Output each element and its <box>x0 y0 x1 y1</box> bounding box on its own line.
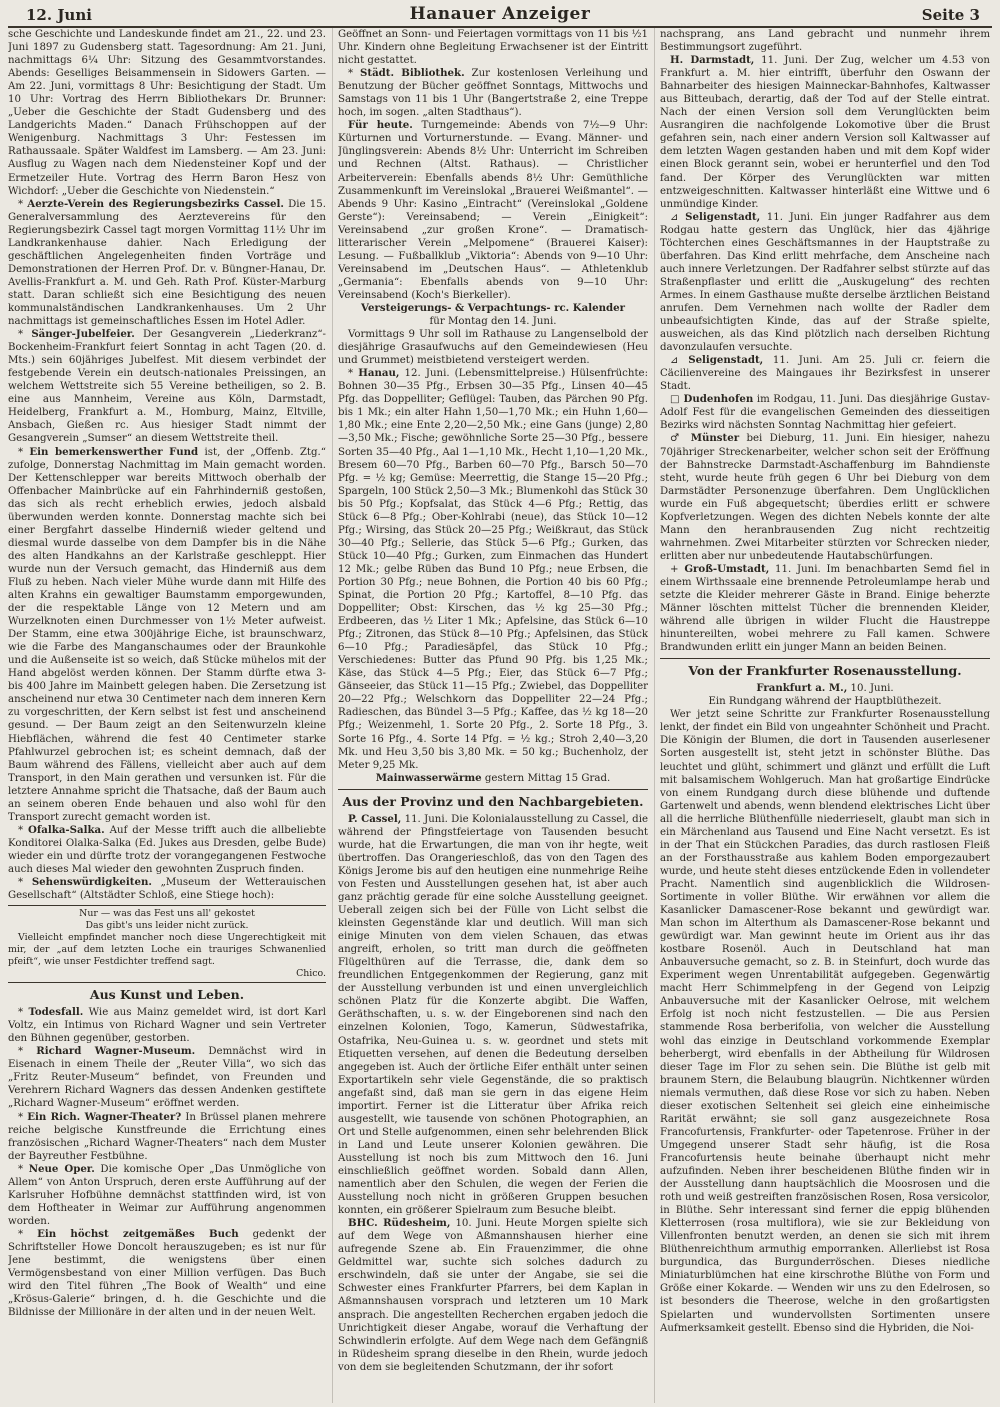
article-text: Zur kostenlosen Verleihung und Benutzung der Bücher geöffnet Sonntags, Mittwochs und Samstags von 11 bis 1 Uhr (Bangertstraße 2, eine Treppe hoch, im sogen. „alten Stadthaus“). <box>338 68 648 119</box>
article-text: In Brüssel planen mehrere reiche belgische Kunstfreunde die Errichtung eines französischen „Richard Wagner-Theaters“ nach dem Muster der Bayreuther Festbühne. <box>8 1111 326 1162</box>
article-paragraph: ⊿ Seligenstadt, 11. Juni. Am 25. Juli cr. feiern die Cäcilienvereine des Maingaues ihr Bezirksfest in unserer Stadt. <box>660 354 990 393</box>
article-paragraph: * Ein Rich. Wagner-Theater? In Brüssel planen mehrere reiche belgische Kunstfreunde die Errichtung eines französischen „Richard Wagner-Theaters“ nach dem Muster der Bayreuther Festbühne. <box>8 1110 326 1162</box>
article-paragraph: ⊿ Seligenstadt, 11. Juni. Ein junger Radfahrer aus dem Rodgau hatte gestern das Unglück, hier das 4jährige Töchterchen eines Geschäftsmannes in der Hauptstraße zu überfahren. Das Kind erlitt mehrfache, dem Anscheine nach auch innere Verletzungen. Der Radfahrer selbst stürzte auf das Straßenpflaster und erlitt die „Auskugelung“ des rechten Armes. In einem Gasthause mußte derselbe ärztlichen Beistand anrufen. Dem Vernehmen nach wollte der Radler dem unbeaufsichtigten Kinde, das auf der Straße spielte, ausweichen, als das Kind plötzlich nach derselben Richtung davonzulaufen versuchte. <box>660 210 990 354</box>
article-text: 11. Juni. Die Kolonialausstellung zu Cassel, die während der Pfingstfeiertage von Tausenden besucht wurde, hat die Erwartungen, die man von ihr hegte, weit übertroffen. Das Orangerieschloß, das von den Tagen des Königs Jerome bis auf den heutigen eine nunmehrige Reihe von Festen und Ausstellungen gesehen hat, ist aber auch ganz prächtig gerade für eine solche Ausstellung geeignet. Ueberall zeigen sich bei der Fülle von Licht selbst die kleinsten Gegenstände klar und deutlich. Will man sich einige Minuten von dem vielen Schauen, das etwas angreift, erholen, so tritt man durch die geöffneten Flügelthüren auf die Terrasse, die, dank dem so freundlichen Entgegenkommen der Regierung, ganz mit der Ausstellung verbunden ist und einen unvergleichlich schönen Platz für die Konzerte abgibt. Die Waffen, Geräthschaften, u. s. w. der Eingeborenen sind nach den einzelnen Kolonien, Togo, Kamerun, Südwestafrika, Ostafrika, Neu-Guinea u. s. w. geordnet und stets mit Etiquetten versehen, auf denen die Bedeutung derselben angegeben ist. Auch der örtliche Eifer enthält unter seinen Exportartikeln sehr viele Gegenstände, die so praktisch angefaßt sind, daß man sie gern in das eigene Heim importirt. Ferner ist die Litteratur über Afrika reich ausgestellt, wie tausende von schönen Photographien, an Ort und Stelle aufgenommen, einen sehr belehrenden Blick in Land und Leute unserer Kolonien gewähren. Die Ausstellung ist noch bis zum Mittwoch den 16. Juni einschließlich geöffnet worden. Sobald dann Allen, namentlich aber den Schulen, die wegen der Ferien die Ausstellung noch nicht in größeren Gruppen besuchen konnten, ein größerer Spielraum zum Besuche bleibt. <box>338 813 648 1217</box>
article-text: Wer jetzt seine Schritte zur Frankfurter Rosenausstellung lenkt, der findet ein Bild von ungeahnter Schönheit und Pracht. Die Königin der Blumen, die dort in Tausenden auserlesener Sorten ausgestellt ist, steht jetzt in schönster Blüthe. Das leuchtet und glüht, schimmert und glänzt und erfüllt die Luft mit balsamischem Wohlgeruch. Man hat großartige Eindrücke von einem Rundgang durch diese blühende und duftende Gartenwelt und abends, wenn blendend elektrisches Licht über all die herrliche Blüthenfülle niederrieselt, glaubt man sich in ein Märchenland aus Tausend und Eine Nacht versetzt. Es ist in der That ein Stückchen Paradies, das durch rastlosen Fleiß an der Forsthausstraße aus kahlem Boden emporgezaubert wurde, und heute steht dieses entzückende Eden in vollendeter Pracht. Namentlich sind augenblicklich die Wildrosen-Sortimente in voller Blüthe. Wir erwähnen vor allem die Kasanlicker Damascener-Rose bekannt und gewürdigt war. Man schon im Alterthum als Damascener-Rose bekannt und gewürdigt war. Man gewinnt heute im Orient aus ihr das kostbare Rosenöl. Auch in Deutschland hat man Anbauversuche gemacht, so z. B. in Steinfurt, doch wurde das Experiment wegen Unrentabilität aufgegeben. Gegenwärtig macht Herr Schimmelpfeng in der Gegend von Leipzig Anbauversuche mit der Kasanlicker Oelrose, mit welchem Erfolg ist noch nicht festzustellen. — Die aus Persien stammende Rosa berberifolia, von welcher die Ausstellung wohl das einzige in Deutschland vorkommende Exemplar beherbergt, wird ebenfalls in der Abtheilung für Wildrosen dieser Tage im Flor zu sehen sein. Die Blüthe ist gelb mit braunem Stern, die Belaubung blaugrün. Nichtkenner würden niemals vermuthen, daß diese Rose vor sich zu haben. Neben dieser exotischen Seltenheit sei gleich eine einheimische Rarität erwähnt; sie soll ganz ausgezeichnete Rosa Francofurtensis, Frankfurter- oder Tapetenrose. Früher in der Umgegend unserer Stadt sehr häufig, ist die Rosa Francofurtensis heute beinahe überhaupt nicht mehr aufzufinden. Neben ihrer bescheidenen Blüthe finden wir in der Ausstellung dann hauptsächlich die Moosrosen und die roth und weiß gestreiften französischen Rosen, Rosa versicolor, in Blüthe. Sehr interessant sind ferner die eppig blühenden Kletterrosen (rosa multiflora), wie sie zur Bekleidung von Villenfronten benutzt werden, an denen sie sich mit ihrem Blüthenreichthum armuthig emporranken. Allerliebst ist Rosa burgundica, das Burgunderröschen. Dieses niedliche Miniaturblümchen hat eine kirschrothe Blüthe von Form und Größe einer Kokarde. — Wenden wir uns zu den Edelrosen, so ist besonders die Theerose, welche in den großartigsten Spielarten und wundervollsten Sortimenten unsere Aufmerksamkeit gestellt. Ebenso sind die Hybriden, die Noi- <box>660 709 990 1334</box>
article-paragraph: * Todesfall. Wie aus Mainz gemeldet wird, ist dort Karl Voltz, ein Intimus von Richard Wagner und sein Vertreter den Bühnen gegenüber, gestorben. <box>8 1006 326 1045</box>
article-paragraph: * Neue Oper. Die komische Oper „Das Unmögliche von Allem“ von Anton Urspruch, deren erste Aufführung auf der Karlsruher Hofbühne demnächst stattfinden wird, ist von dem Hoftheater in Weimar zur Aufführung angenommen worden. <box>8 1162 326 1227</box>
article-heading: Hanau, <box>358 367 400 380</box>
article-text: gestern Mittag 15 Grad. <box>484 772 611 784</box>
masthead <box>8 4 992 28</box>
column-divider <box>332 28 333 1403</box>
article-paragraph: * Sehenswürdigkeiten. „Museum der Wetterauischen Gesellschaft“ (Altstädter Schloß, eine Stiege hoch): <box>8 876 326 902</box>
article-heading: Städt. Bibliothek. <box>360 67 465 80</box>
quote-line: Das gibt's uns leider nicht zurück. <box>85 920 249 932</box>
article-paragraph: + Groß-Umstadt, 11. Juni. Im benachbarten Semd fiel in einem Wirthssaale eine brennende Petroleumlampe herab und setzte die Kleider mehrerer Gäste in Brand. Einige beherzte Männer löschten mittelst Tücher die brennenden Kleider, während alle übrigen in wilder Flucht die Haustreppe hinuntereilten, wobei mehrere zu Fall kamen. Schwere Brandwunden erlitt ein junger Mann an beiden Beinen. <box>660 562 990 654</box>
article-text: Turngemeinde: Abends von 7½—9 Uhr: Kürturnen und Vorturnerstunde. — Evang. Männer- und Jünglingsverein: Abends 8½ Uhr: Unterricht im Schreiben und Rechnen (Altst. Rathaus). — Christlicher Arbeiterverein: Ebenfalls abends 8½ Uhr: Gemüthliche Zusammenkunft im Vereinslokal „Brauerei Weißmantel“. — Abends 9 Uhr: Kasino „Eintracht“ (Vereinslokal „Goldene Gerste“): Vereinsabend; — Verein „Einigkeit“: Vereinsabend „zur großen Krone“. — Dramatisch-litterarischer Verein „Melpomene“ (Brauerei Kaiser): Lesung. — Fußballklub „Viktoria“: Abends von 9—10 Uhr: Vereinsabend im „Deutschen Haus“. — Athletenklub „Germania“: Ebenfalls abends von 9—10 Uhr: Vereinsabend (Koch's Bierkeller). <box>338 120 648 301</box>
article-heading: P. Cassel, <box>348 812 402 825</box>
article-heading: Groß-Umstadt, <box>684 562 770 575</box>
article-paragraph: * Ein höchst zeitgemäßes Buch gedenkt der Schriftsteller Howe Doncolt herauszugeben; es ist nur für Jene bestimmt, die wenigstens über einen Vermögensbestand von einer Million verfügen. Das Buch wird den Titel führen „The Book of Wealth“ und eine „Krösus-Galerie“ bringen, d. h. die Geschichte und die Bildnisse der Millionäre in der alten und in der neuen Welt. <box>8 1227 326 1319</box>
article-paragraph <box>660 54 990 211</box>
article-heading: Neue Oper. <box>28 1162 95 1175</box>
article-dateline: 12. Juni. (Lebensmittelpreise.) <box>404 368 566 380</box>
section-heading: Aus Kunst und Leben. <box>89 987 245 1003</box>
article-heading: Für heute. <box>348 119 413 132</box>
page-number: Seite 3 <box>921 6 980 24</box>
article-heading: Seligenstadt, <box>688 354 764 367</box>
article-dateline <box>660 682 990 695</box>
article-heading: Versteigerungs- & Verpachtungs- rc. Kalender <box>361 301 625 314</box>
article-text: 11. Juni. Am 25. Juli cr. feiern die Cäcilienvereine des Maingaues ihr Bezirksfest in unserer Stadt. <box>660 355 990 393</box>
article-text: „Museum der Wetterauischen Gesellschaft“ (Altstädter Schloß, eine Stiege hoch): <box>8 877 326 902</box>
article-paragraph: * Hanau, 12. Juni. (Lebensmittelpreise.) Hülsenfrüchte: Bohnen 30—35 Pfg., Erbsen 30—35 Pfg., Linsen 40—45 Pfg. das Doppelliter; Geflügel: Tauben, das Pärchen 90 Pfg. bis 1 Mk.; ein alter Hahn 1,50—1,70 Mk.; ein Huhn 1,60—1,80 Mk.; eine Ente 2,20—2,50 Mk.; eine Gans (junge) 2,80—3,50 Mk.; Fische; gewöhnliche Sorte 25—30 Pfg., bessere Sorten 35—40 Pfg., Aal 1—1,10 Mk., Hecht 1,10—1,20 Mk., Bresem 60—70 Pfg., Barben 60—70 Pfg., Barsch 50—70 Pfg. = ½ kg; Gemüse: Meerrettig, die Stange 15—20 Pfg.; Spargeln, 100 Stück 2,50—3 Mk.; Blumenkohl das Stück 30 bis 50 Pfg.; Kopfsalat, das Stück 4—6 Pfg.; Rettig, das Stück 6—8 Pfg.; Ober-Kohlrabi (neue), das Stück 10—12 Pfg.; Wirsing, das Stück 20—25 Pfg.; Weißkraut, das Stück 30—40 Pfg.; Sellerie, das Stück 5—6 Pfg.; Gurken, das Stück 10—40 Pfg.; Gurken, zum Einmachen das Hundert 12 Mk.; gelbe Rüben das Bund 10 Pfg.; neue Erbsen, die Portion 30 Pfg.; neue Bohnen, die Portion 40 bis 60 Pfg.; Spinat, die Portion 20 Pfg.; Kartoffel, 8—10 Pfg. das Doppelliter; Obst: Kirschen, das ½ kg 25—30 Pfg.; Erdbeeren, das ½ Liter 1 Mk.; Apfelsine, das Stück 6—10 Pfg.; Zitronen, das Stück 8—10 Pfg.; Apfelsinen, das Stück 6—10 Pfg.; Paradiesäpfel, das Stück 10 Pfg.; Verschiedenes: Butter das Pfund 90 Pfg. bis 1,25 Mk.; Käse, das Stück 4—5 Pfg.; Eier, das Stück 6—7 Pfg.; Gänseeier, das Stück 11—15 Pfg.; Zwiebel, das Doppelliter 20—22 Pfg.; Welschkorn das Doppelliter 22—24 Pfg.; Radieschen, das Bündel 3—5 Pfg.; Kaffee, das ½ kg 18—20 Pfg.; Weizenmehl, 1. Sorte 20 Pfg., 2. Sorte 18 Pfg., 3. Sorte 16 Pfg., 4. Sorte 14 Pfg. = ½ kg.; Stroh 2,40—3,20 Mk. und Heu 3,50 bis 3,80 Mk. = 50 kg.; Buchenholz, der Meter 9,25 Mk. <box>338 367 648 771</box>
issue-date: 12. Juni <box>26 6 92 24</box>
feuilleton-quote <box>8 905 326 983</box>
quote-signature: Chico. <box>296 968 326 980</box>
article-text: sche Geschichte und Landeskunde findet am 21., 22. und 23. Juni 1897 zu Gudensberg statt. Tagesordnung: Am 21. Juni, nachmittags 6¼ Uhr: Sitzung des Gesammtvorstandes. Abends: Geselliges Beisammensein in Sidowers Garten. — Am 22. Juni, vormittags 8 Uhr: Besichtigung der Stadt. Um 10 Uhr: Vortrag des Herrn Bibliothekars Dr. Brunner: „Ueber die Geschichte der Stadt Gudensberg und des Landgerichts Maden.“ Danach Frühschoppen auf der Wenigenburg. Nachmittags 3 Uhr: Festessen im Rathaussaale. Später Waldfest im Lamsberg. — Am 23. Juni: Ausflug zu Wagen nach dem Niedensteiner Kopf und der Ermetzeiler Hute. Vortrag des Herrn Baron Hesz von Wichdorf: „Ueber die Geschichte von Niedenstein.“ <box>8 29 326 197</box>
article-paragraph: * Sänger-Jubelfeier. Der Gesangverein „Liederkranz“-Bockenheim-Frankfurt feiert Sonntag in acht Tagen (20. d. Mts.) sein 60jähriges Jubelfest. Mit diesem verbindet der festgebende Verein ein deutsch-nationales Preissingen, an welchem Wettstreite sich 55 Vereine betheiligen, so 2. B. eine aus Mannheim, Vereine aus Köln, Darmstadt, Heidelberg, Frankfurt a. M., Homburg, Mainz, Eltville, Ansbach, Gießen rc. Aus hiesiger Stadt nimmt der Gesangverein „Sumser“ an diesem Wettstreite theil. <box>8 328 326 445</box>
article-text: 10. Juni. Heute Morgen spielte sich auf dem Wege von Aßmannshausen hierher eine aufregende Szene ab. Ein Frauenzimmer, die ohne Geldmittel war, suchte sich solches dadurch zu erschwindeln, daß sie unter der Angabe, sie sei die Schwester eines Frankfurter Pfarrers, bei dem Kaplan in Aßmannshausen vorsprach und letzteren um 10 Mark ansprach. Die angestellten Recherchen ergaben jedoch die Unrichtigkeit dieser Angabe, worauf die Verhaftung der Schwindlerin erfolgte. Auf dem Wege nach dem Gefängniß in Rüdesheim sprang dieselbe in den Rhein, wurde jedoch von dem sie begleitenden Schutzmann, der ihr sofort <box>338 1218 648 1373</box>
article-heading: Mainwasserwärme <box>375 771 482 784</box>
columns <box>8 28 992 1403</box>
article-text: Die 15. Generalversammlung des Aerztevereins für den Regierungsbezirk Cassel tagt morgen Vormittag 11½ Uhr im Landkrankenhause dahier. Nach Erledigung der geschäftlichen Angelegenheiten finden Vorträge und Demonstrationen der Herren Prof. Dr. v. Büngner-Hanau, Dr. Avellis-Frankfurt a. M. und Geh. Rath Prof. Küster-Marburg statt. Daran schließt sich eine Besichtigung des neuen kommunalständischen Landkrankenhauses. Um 2 Uhr nachmittags ist gemeinschaftliches Essen im Hotel Adler. <box>8 198 326 328</box>
article-heading: Ofalka-Salka. <box>28 823 105 836</box>
article-text: 11. Juni. Der Zug, welcher um 4.53 von Frankfurt a. M. hier eintrifft, überfuhr den Oswann der Bahnarbeiter des hiesigen Mainneckar-Bahnhofes, Kaltwasser aus Bitteubach, derartig, daß der Tod auf der Stelle eintrat. Nach der einen Version soll dem Verunglückten beim Ausrangiren die nachfolgende Lokomotive über die Brust gefahren sein, nach einer andern Version soll Kaltwasser auf dem letzten Wagen gestanden haben und mit dem Kopf wider einen Block gerannt sein, wobei er herunterfiel und den Tod fand. Der Körper des Verunglückten war mitten entzweigeschnitten. Kaltwasser hinterläßt eine Wittwe und 6 unmündige Kinder. <box>660 55 990 210</box>
article-text: Die komische Oper „Das Unmögliche von Allem“ von Anton Urspruch, deren erste Aufführung auf der Karlsruher Hofbühne demnächst stattfinden wird, ist von dem Hoftheater in Weimar zur Aufführung angenommen worden. <box>8 1163 326 1227</box>
article-paragraph <box>338 1217 648 1374</box>
article-text: 11. Juni. Ein junger Radfahrer aus dem Rodgau hatte gestern das Unglück, hier das 4jährige Töchterchen eines Geschäftsmannes in der Hauptstraße zu überfahren. Das Kind erlitt mehrfache, dem Anscheine nach auch innere Verletzungen. Der Radfahrer selbst stürzte auf das Straßenpflaster und erlitt die „Auskugelung“ des rechten Armes. In einem Gasthause mußte derselbe ärztlichen Beistand anrufen. Dem Vernehmen nach wollte der Radler dem unbeaufsichtigten Kinde, das auf der Straße spielte, ausweichen, als das Kind plötzlich nach derselben Richtung davonzulaufen versuchte. <box>660 211 990 354</box>
calendar-heading <box>338 302 648 328</box>
article-heading: Sänger-Jubelfeier. <box>31 328 135 341</box>
article-heading: BHC. Rüdesheim, <box>348 1217 451 1230</box>
article-paragraph: * Ein bemerkenswerther Fund ist, der „Offenb. Ztg.“ zufolge, Donnerstag Nachmittag im Main gemacht worden. Der Kettenschlepper war bereits Mittwoch oberhalb der Offenbacher Mainbrücke auf ein Fahrhinderniß gestoßen, das sich als recht erheblich erwies, jedoch alsbald überwunden werden konnte. Donnerstag machte sich bei einer Bergfahrt dasselbe Hinderniß wieder geltend und diesmal wurde dasselbe von dem Dampfer bis in die Nähe des alten Handkahns an der Karlstraße geschleppt. Hier wurde nun der Versuch gemacht, das Hinderniß aus dem Fluß zu heben. Nach vieler Mühe wurde dann mit Hilfe des alten Krahns ein gewaltiger Baumstamm emporgewunden, der die respektable Länge von 12 Metern und am Wurzelknoten einen Durchmesser von 1½ Meter aufweist. Der Stamm, eine etwa 300jährige Eiche, ist braunschwarz, wie die Farbe des Manganschaumes oder der Braunkohle und die Außenseite ist so weich, daß Stücke mühelos mit der Hand abgelöst werden können. Der Stamm dürfte etwa 3- bis 400 Jahre im Mainbett gelegen haben. Die Zersetzung ist anscheinend nur etwa 30 Centimeter nach dem inneren Kern zu vorgeschritten, der Kern selbst ist fest und anscheinend gesund. — Der Baum zeigt an den Seitenwurzeln kleine Hiebflächen, während die fest 40 Centimeter starke Pfahlwurzel gebrochen ist; es scheint demnach, daß der Baum während des Fällens, vielleicht aber auch auf dem Transport, in den Main gerathen und versunken ist. Für die letztere Annahme spricht die Thatsache, daß der Baum auch an seinem oberen Ende behauen und also wohl für den Transport zurecht gemacht worden ist. <box>8 445 326 823</box>
article-date: 10. Juni. <box>850 683 894 695</box>
article-text: Wie aus Mainz gemeldet wird, ist dort Karl Voltz, ein Intimus von Richard Wagner und sein Vertreter den Bühnen gegenüber, gestorben. <box>8 1007 326 1045</box>
article-text: Demnächst wird in Eisenach in einem Theile der „Reuter Villa“, wo sich das „Fritz Reuter-Museum“ befindet, von Freunden und Verehrern Richard Wagners das dessen Andenken gestiftete „Richard Wagner-Museum“ eröffnet werden. <box>8 1046 326 1110</box>
column-3 <box>660 28 990 1403</box>
section-heading: Von der Frankfurter Rosenausstellung. <box>660 658 990 679</box>
column-2 <box>338 28 648 1403</box>
column-1 <box>8 28 326 1403</box>
article-heading: Todesfall. <box>28 1006 84 1019</box>
article-paragraph: * Aerzte-Verein des Regierungsbezirks Cassel. Die 15. Generalversammlung des Aerztevereins für den Regierungsbezirk Cassel tagt morgen Vormittag 11½ Uhr im Landkrankenhause dahier. Nach Erledigung der geschäftlichen Angelegenheiten finden Vorträge und Demonstrationen der Herren Prof. Dr. v. Büngner-Hanau, Dr. Avellis-Frankfurt a. M. und Geh. Rath Prof. Küster-Marburg statt. Daran schließt sich eine Besichtigung des neuen kommunalständischen Landkrankenhauses. Um 2 Uhr nachmittags ist gemeinschaftliches Essen im Hotel Adler. <box>8 197 326 328</box>
section-heading: Aus der Provinz und den Nachbargebieten. <box>338 789 648 810</box>
article-heading: Ein Rich. Wagner-Theater? <box>27 1110 182 1123</box>
article-text: im Rodgau, 11. Juni. Das diesjährige Gustav-Adolf Fest für die evangelischen Gemeinden des diesseitigen Bezirks wird nächsten Sonntag Nachmittag hier gefeiert. <box>660 394 990 432</box>
article-heading: Dudenhofen <box>683 393 754 406</box>
article-heading: Sehenswürdigkeiten. <box>31 876 152 889</box>
article-heading: Aerzte-Verein des Regierungsbezirks Cassel. <box>27 197 284 210</box>
article-paragraph <box>338 813 648 1217</box>
article-paragraph: * Richard Wagner-Museum. Demnächst wird in Eisenach in einem Theile der „Reuter Villa“, wo sich das „Fritz Reuter-Museum“ befindet, von Freunden und Verehrern Richard Wagners das dessen Andenken gestiftete „Richard Wagner-Museum“ eröffnet werden. <box>8 1045 326 1110</box>
quote-line: Nur — was das Fest uns all' gekostet <box>79 908 255 920</box>
article-subheading: Ein Rundgang während der Hauptblüthezeit. <box>708 696 942 708</box>
newspaper-title: Hanauer Anzeiger <box>409 4 591 24</box>
article-text: nachsprang, ans Land gebracht und nunmehr ihrem Bestimmungsort zugeführt. <box>660 29 990 54</box>
quote-text: Vielleicht empfindet mancher noch diese Ungerechtigkeit mit mir, der „auf dem letzten Loche ein trauriges Schwanenlied pfeift“, wie unser Festdichter treffend sagt. <box>8 932 326 968</box>
article-paragraph <box>338 772 648 785</box>
article-paragraph: □ Dudenhofen im Rodgau, 11. Juni. Das diesjährige Gustav-Adolf Fest für die evangelischen Gemeinden des diesseitigen Bezirks wird nächsten Sonntag Nachmittag hier gefeiert. <box>660 393 990 432</box>
calendar-date: für Montag den 14. Juni. <box>429 316 557 328</box>
article-text: Der Gesangverein „Liederkranz“-Bockenheim-Frankfurt feiert Sonntag in acht Tagen (20. d. Mts.) sein 60jähriges Jubelfest. Mit diesem verbindet der festgebende Verein ein deutsch-nationales Preissingen, an welchem Wettstreite sich 55 Vereine betheiligen, so 2. B. eine aus Mannheim, Vereine aus Köln, Darmstadt, Heidelberg, Frankfurt a. M., Homburg, Mainz, Eltville, Ansbach, Gießen rc. Aus hiesiger Stadt nimmt der Gesangverein „Sumser“ an diesem Wettstreite theil. <box>8 329 326 445</box>
article-heading: Ein höchst zeitgemäßes Buch <box>37 1227 239 1240</box>
article-text: Geöffnet an Sonn- und Feiertagen vormittags von 11 bis ½1 Uhr. Kindern ohne Begleitung Erwachsener ist der Eintritt nicht gestattet. <box>338 29 648 67</box>
article-paragraph <box>338 119 648 302</box>
article-text: Vormittags 9 Uhr soll im Rathause zu Langenselbold der diesjährige Grasaufwuchs auf den Gemeindewiesen (Heu und Grummet) meistbietend versteigert werden. <box>338 329 648 367</box>
article-paragraph: * Ofalka-Salka. Auf der Messe trifft auch die allbeliebte Konditorei Olalka-Salka (Ed. Jukes aus Dresden, gelbe Bude) wieder ein und dürfte trotz der vorangegangenen Festwoche auch dieses Mal wieder den gewohnten Zuspruch finden. <box>8 823 326 875</box>
article-heading: Frankfurt a. M., <box>756 682 848 695</box>
article-text: ist, der „Offenb. Ztg.“ zufolge, Donnerstag Nachmittag im Main gemacht worden. Der Kettenschlepper war bereits Mittwoch oberhalb der Offenbacher Mainbrücke auf ein Fahrhinderniß gestoßen, das sich als recht erheblich erwies, jedoch alsbald überwunden werden konnte. Donnerstag machte sich bei einer Bergfahrt dasselbe Hinderniß wieder geltend und diesmal wurde dasselbe von dem Dampfer bis in die Nähe des alten Handkahns an der Karlstraße geschleppt. Hier wurde nun der Versuch gemacht, das Hinderniß aus dem Fluß zu heben. Nach vieler Mühe wurde dann mit Hilfe des alten Krahns ein gewaltiger Baumstamm emporgewunden, der die respektable Länge von 12 Metern und am Wurzelknoten einen Durchmesser von 1½ Meter aufweist. Der Stamm, eine etwa 300jährige Eiche, ist braunschwarz, wie die Farbe des Manganschaumes oder der Braunkohle und die Außenseite ist so weich, daß Stücke mühelos mit der Hand abgelöst werden können. Der Stamm dürfte etwa 3- bis 400 Jahre im Mainbett gelegen haben. Die Zersetzung ist anscheinend nur etwa 30 Centimeter nach dem inneren Kern zu vorgeschritten, der Kern selbst ist fest und anscheinend gesund. — Der Baum zeigt an den Seitenwurzeln kleine Hiebflächen, während die fest 40 Centimeter starke Pfahlwurzel gebrochen ist; es scheint demnach, daß der Baum während des Fällens, vielleicht aber auch auf dem Transport, in den Main gerathen und versunken ist. Für die letztere Annahme spricht die Thatsache, daß der Baum auch an seinem oberen Ende behauen und also wohl für den Transport zurecht gemacht worden ist. <box>8 446 326 823</box>
article-heading: Richard Wagner-Museum. <box>36 1045 196 1058</box>
article-heading: Ein bemerkenswerther Fund <box>29 445 199 458</box>
article-paragraph: * Städt. Bibliothek. Zur kostenlosen Verleihung und Benutzung der Bücher geöffnet Sonntags, Mittwochs und Samstags von 11 bis 1 Uhr (Bangertstraße 2, eine Treppe hoch, im sogen. „alten Stadthaus“). <box>338 67 648 119</box>
article-text: gedenkt der Schriftsteller Howe Doncolt herauszugeben; es ist nur für Jene bestimmt, die wenigstens über einen Vermögensbestand von einer Million verfügen. Das Buch wird den Titel führen „The Book of Wealth“ und eine „Krösus-Galerie“ bringen, d. h. die Geschichte und die Bildnisse der Millionäre in der alten und in der neuen Welt. <box>8 1228 326 1319</box>
column-divider <box>654 28 655 1403</box>
article-heading: H. Darmstadt, <box>670 54 755 67</box>
article-text: bei Dieburg, 11. Juni. Ein hiesiger, nahezu 70jähriger Streckenarbeiter, welcher schon seit der Eröffnung der Bahnstrecke Darmstadt-Aschaffenburg im Bahndienste steht, wurde heute früh gegen 6 Uhr bei Dieburg von dem Darmstädter Personenzuge überfahren. Dem Unglücklichen wurde ein Fuß abgequetscht; überdies erlitt er schwere Kopfverletzungen. Wegen des dichten Nebels konnte der alte Mann den heranbrausenden Zug nicht rechtzeitig wahrnehmen. Zwei Mitarbeiter stürzten vor Schrecken nieder, erlitten aber nur unbedeutende Hautabschürfungen. <box>660 433 990 562</box>
article-text: 11. Juni. Im benachbarten Semd fiel in einem Wirthssaale eine brennende Petroleumlampe herab und setzte die Kleider mehrerer Gäste in Brand. Einige beherzte Männer löschten mittelst Tücher die brennenden Kleider, während alle übrigen in wilder Flucht die Haustreppe hinuntereilten, wobei mehrere zu Fall kamen. Schwere Brandwunden erlitt ein junger Mann an beiden Beinen. <box>660 563 990 654</box>
article-text: Hülsenfrüchte: Bohnen 30—35 Pfg., Erbsen 30—35 Pfg., Linsen 40—45 Pfg. das Doppelliter; Geflügel: Tauben, das Pärchen 90 Pfg. bis 1 Mk.; ein alter Hahn 1,50—1,70 Mk.; ein Huhn 1,60—1,80 Mk.; eine Ente 2,20—2,50 Mk.; eine Gans (junge) 2,80—3,50 Mk.; Fische; gewöhnliche Sorte 25—30 Pfg., bessere Sorten 35—40 Pfg., Aal 1—1,10 Mk., Hecht 1,10—1,20 Mk., Bresem 60—70 Pfg., Barben 60—70 Pfg., Barsch 50—70 Pfg. = ½ kg; Gemüse: Meerrettig, die Stange 15—20 Pfg.; Spargeln, 100 Stück 2,50—3 Mk.; Blumenkohl das Stück 30 bis 50 Pfg.; Kopfsalat, das Stück 4—6 Pfg.; Rettig, das Stück 6—8 Pfg.; Ober-Kohlrabi (neue), das Stück 10—12 Pfg.; Wirsing, das Stück 20—25 Pfg.; Weißkraut, das Stück 30—40 Pfg.; Sellerie, das Stück 5—6 Pfg.; Gurken, das Stück 10—40 Pfg.; Gurken, zum Einmachen das Hundert 12 Mk.; gelbe Rüben das Bund 10 Pfg.; neue Erbsen, die Portion 30 Pfg.; neue Bohnen, die Portion 40 bis 60 Pfg.; Spinat, die Portion 20 Pfg.; Kartoffel, 8—10 Pfg. das Doppelliter; Obst: Kirschen, das ½ kg 25—30 Pfg.; Erdbeeren, das ½ Liter 1 Mk.; Apfelsine, das Stück 6—10 Pfg.; Zitronen, das Stück 8—10 Pfg.; Apfelsinen, das Stück 6—10 Pfg.; Paradiesäpfel, das Stück 10 Pfg.; Verschiedenes: Butter das Pfund 90 Pfg. bis 1,25 Mk.; Käse, das Stück 4—5 Pfg.; Eier, das Stück 6—7 Pfg.; Gänseeier, das Stück 11—15 Pfg.; Zwiebel, das Doppelliter 20—22 Pfg.; Welschkorn das Doppelliter 22—24 Pfg.; Radieschen, das Bündel 3—5 Pfg.; Kaffee, das ½ kg 18—20 Pfg.; Weizenmehl, 1. Sorte 20 Pfg., 2. Sorte 18 Pfg., 3. Sorte 16 Pfg., 4. Sorte 14 Pfg. = ½ kg.; Stroh 2,40—3,20 Mk. und Heu 3,50 bis 3,80 Mk. = 50 kg.; Buchenholz, der Meter 9,25 Mk. <box>338 368 648 771</box>
article-heading: Seligenstadt, <box>685 210 761 223</box>
article-text: Auf der Messe trifft auch die allbeliebte Konditorei Olalka-Salka (Ed. Jukes aus Dresden, gelbe Bude) wieder ein und dürfte trotz der vorangegangenen Festwoche auch dieses Mal wieder den gewohnten Zuspruch finden. <box>8 824 326 875</box>
article-heading: Münster <box>690 432 740 445</box>
article-paragraph: ♂ Münster bei Dieburg, 11. Juni. Ein hiesiger, nahezu 70jähriger Streckenarbeiter, welcher schon seit der Eröffnung der Bahnstrecke Darmstadt-Aschaffenburg im Bahndienste steht, wurde heute früh gegen 6 Uhr bei Dieburg von dem Darmstädter Personenzuge überfahren. Dem Unglücklichen wurde ein Fuß abgequetscht; überdies erlitt er schwere Kopfverletzungen. Wegen des dichten Nebels konnte der alte Mann den heranbrausenden Zug nicht rechtzeitig wahrnehmen. Zwei Mitarbeiter stürzten vor Schrecken nieder, erlitten aber nur unbedeutende Hautabschürfungen. <box>660 432 990 562</box>
